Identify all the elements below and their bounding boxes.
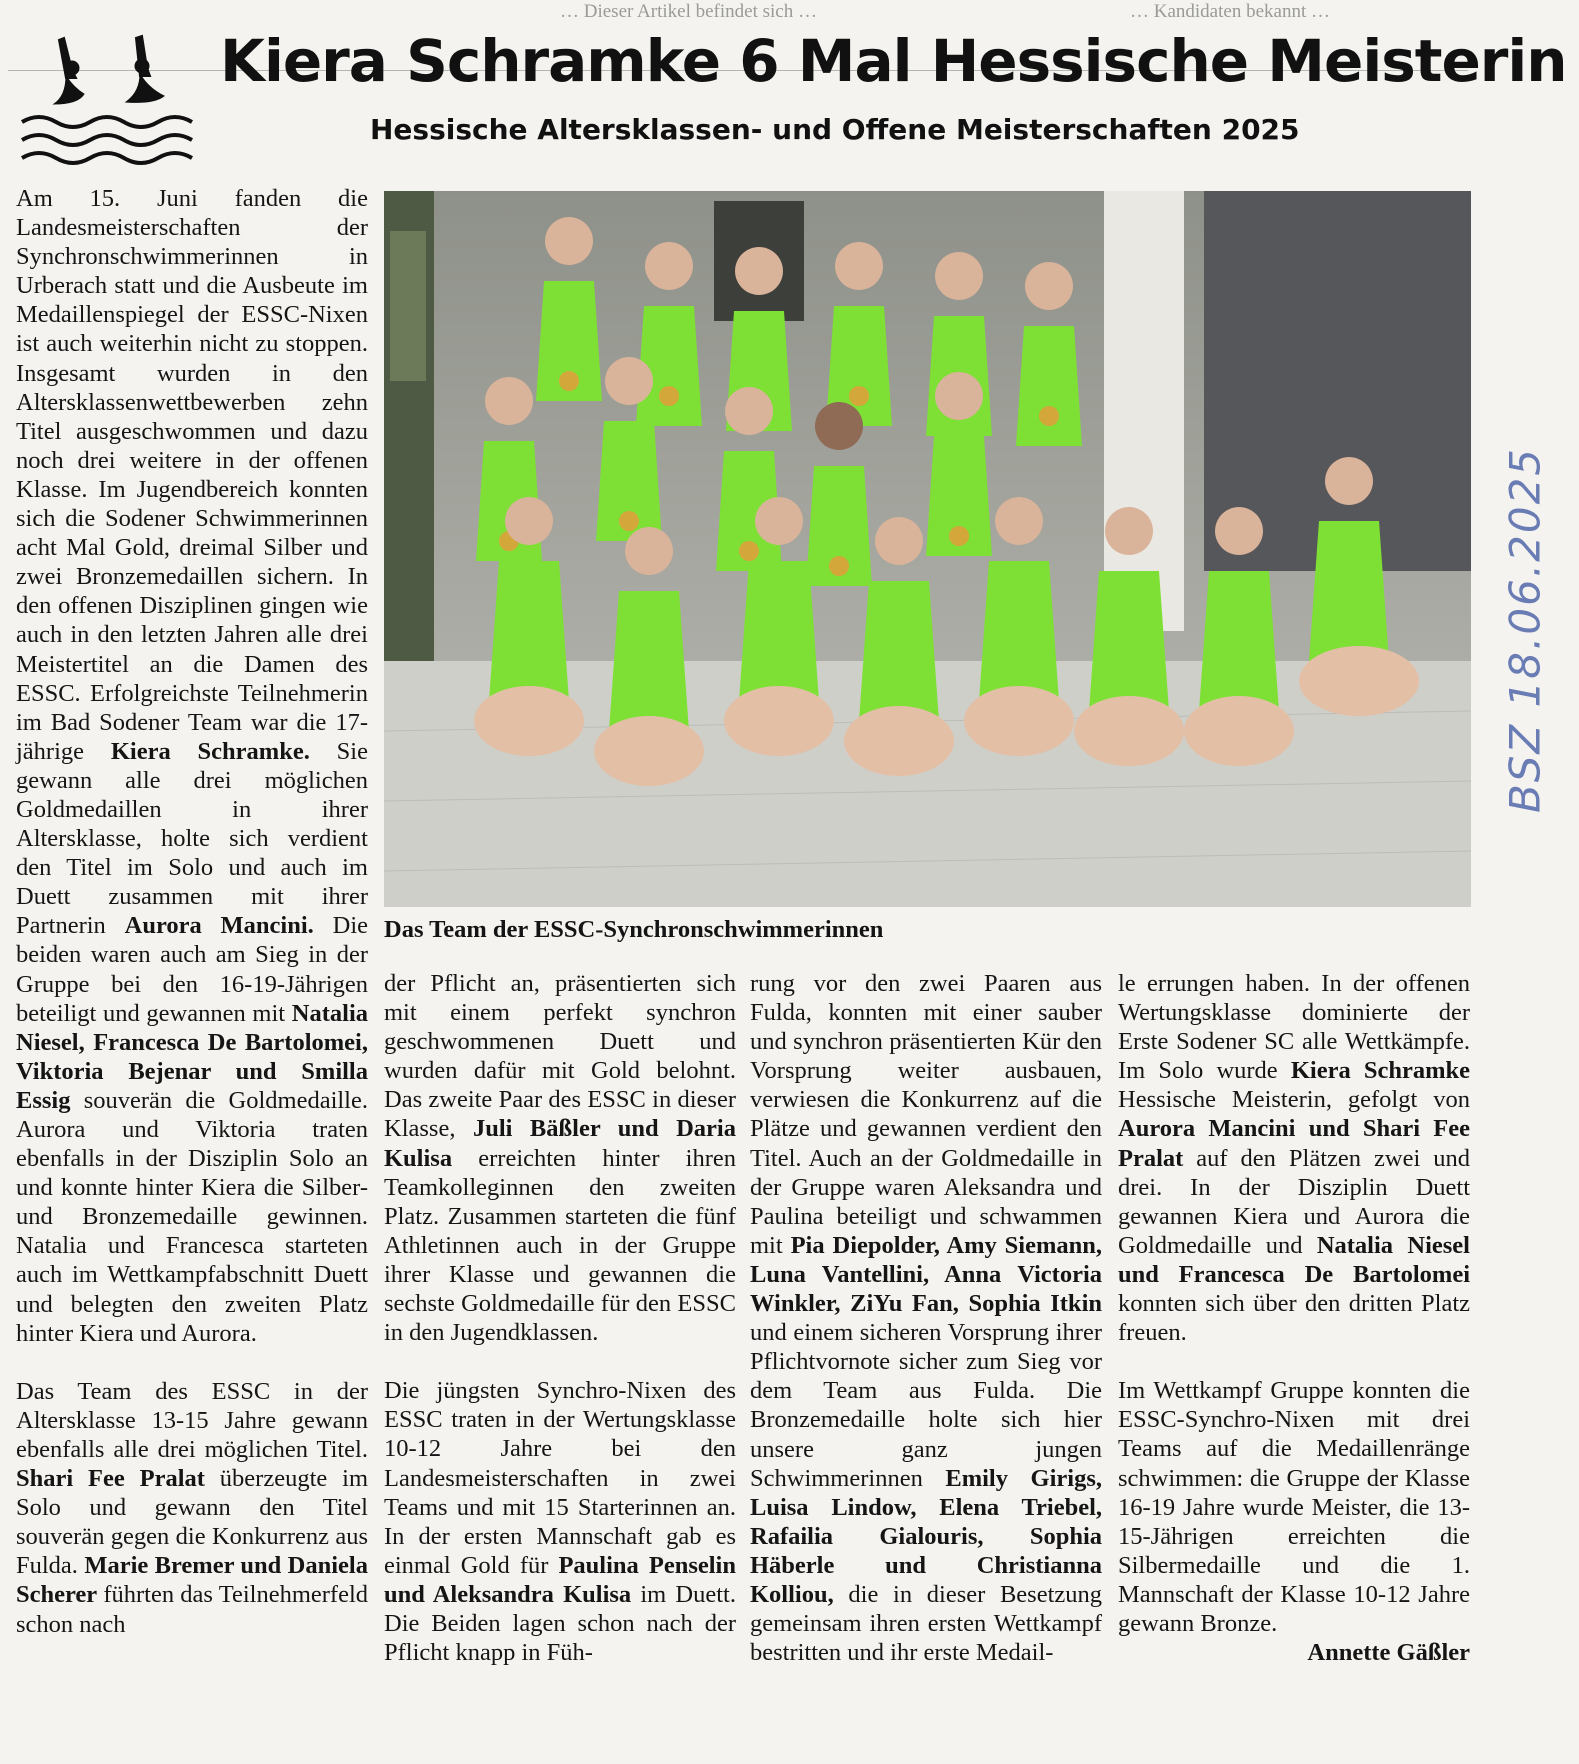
bold-name-run: Pia Diepolder, Amy Siemann, Luna Vantellini, Anna Victoria Winkler, ZiYu Fan, Sophia Itkin (750, 1231, 1103, 1318)
text-run: erreichten hinter ihren Teamkolleginnen den zweiten Platz. Zusammen starteten die fünf Athletinnen auch in der Gruppe ihrer Klasse und gewannen die sechste Goldmedaille für den ESSC in den Jugendklassen. (384, 1144, 736, 1347)
paragraph-gap (384, 1347, 736, 1376)
article-paragraph (1118, 969, 1470, 1347)
paragraph-gap (16, 1348, 368, 1377)
bold-name-run: Natalia Niesel, Francesca De Bartolomei, Viktoria Bejenar und Smilla Essig (16, 999, 368, 1114)
bold-name-run: Aurora Mancini. (124, 912, 314, 940)
text-run: führten das Teilnehmerfeld schon nach (16, 1581, 368, 1638)
text-run: im Duett. Die Beiden lagen schon nach der Pflicht knapp in Füh- (384, 1580, 736, 1667)
team-photo (384, 191, 1471, 907)
text-run: Die jüngsten Synchro-Nixen des ESSC traten in der Wertungsklasse 10-12 Jahre bei den Landesmeisterschaften in zwei Teams und mit 15 Starterinnen an. In der ersten Mannschaft gab es einmal Gold für (384, 1377, 736, 1579)
text-run: auf den Plätzen zwei und drei. In der Disziplin Duett gewannen Kiera und Aurora die Goldmedaille und (1118, 1144, 1470, 1259)
paragraph-gap (1118, 1347, 1470, 1376)
text-run: Das Team des ESSC in der Altersklasse 13-15 Jahre gewann ebenfalls alle drei möglichen Titel. (16, 1377, 368, 1463)
text-run: und einem sicheren Vorsprung ihrer Pflichtvornote sicher zum Sieg vor dem Team aus Fulda. Die Bronzemedaille holte sich hier unsere ganz jungen Schwimmerinnen (750, 1319, 1102, 1492)
synchro-swimmers-logo-icon (14, 30, 214, 170)
text-run: der Pflicht an, präsentierten sich mit einem perfekt synchron geschwommenen Duett und wurden dafür mit Gold belohnt. Das zweite Paar des ESSC in dieser Klasse, (384, 970, 736, 1143)
bold-name-run: Kiera Schramke. (110, 737, 310, 765)
article-subheadline: Hessische Altersklassen- und Offene Meisterschaften 2025 (370, 113, 1300, 146)
bold-name-run: Natalia Niesel und Francesca De Bartolomei (1118, 1231, 1470, 1288)
bold-name-run: Aurora Mancini und Shari Fee Pralat (1118, 1115, 1470, 1172)
bold-name-run: Shari Fee Pralat (16, 1465, 205, 1493)
text-run: le errungen haben. In der offenen Wertungsklasse dominierte der Erste Sodener SC alle Wettkämpfe. Im Solo wurde (1118, 970, 1470, 1085)
article-column-2 (384, 969, 736, 1667)
article-headline: Kiera Schramke 6 Mal Hessische Meisterin (220, 27, 1567, 95)
article-paragraph (16, 1377, 368, 1639)
text-run: Hessische Meisterin, gefolgt von (1118, 1086, 1470, 1114)
article-column-3 (750, 969, 1102, 1667)
article-paragraph (750, 969, 1102, 1667)
article-column-4 (1118, 969, 1470, 1667)
bold-name-run: Marie Bremer und Daniela Scherer (16, 1552, 368, 1609)
text-run: Am 15. Juni fanden die Landesmeisterschaften der Synchronschwimmerinnen in Urberach statt und die Ausbeute im Medaillenspiegel der ESSC-Nixen ist auch weiterhin nicht zu stoppen. Insgesamt wurden in den Altersklassenwettbewerben zehn Titel ausgeschwommen und dazu noch drei weitere in der offenen Klasse. Im Jugendbereich konnten sich die Sodener Schwimmerinnen acht Mal Gold, dreimal Silber und zwei Bronzemedaillen sichern. In den offenen Disziplinen gingen wie auch in den letzten Jahren alle drei Meistertitel an die Damen des ESSC. Erfolgreichste Teilnehmerin im Bad Sodener Team war die 17-jährige (16, 185, 368, 765)
bold-name-run: Juli Bäßler und Daria Kulisa (384, 1115, 736, 1172)
clipped-text: … Kandidaten bekannt … (1130, 1, 1330, 22)
bold-name-run: Emily Girigs, Luisa Lindow, Elena Triebel, Rafailia Gialouris, Sophia Häberle und Christianna Kolliou, (750, 1464, 1102, 1608)
text-run: Im Wettkampf Gruppe konnten die ESSC-Synchro-Nixen mit drei Teams auf die Medaillenränge schwimmen: die Gruppe der Klasse 16-19 Jahre wurde Meister, die 13-15-Jährigen erreichten die Silbermedaille und die 1. Mannschaft der Klasse 10-12 Jahre gewann Bronze. (1118, 1377, 1470, 1637)
photo-caption: Das Team der ESSC-Synchronschwimmerinnen (384, 916, 884, 943)
author-byline: Annette Gäßler (1307, 1639, 1470, 1667)
article-paragraph (384, 1376, 736, 1667)
article-column-1 (16, 184, 368, 1639)
bold-name-run: Paulina Penselin und Aleksandra Kulisa (384, 1551, 736, 1608)
article-paragraph (384, 969, 736, 1347)
text-run: konnten sich über den dritten Platz freuen. (1118, 1290, 1470, 1347)
stamp-text: BSZ 18.06.2025 (1500, 446, 1550, 814)
text-run: überzeugte im Solo und gewann den Titel souverän gegen die Konkurrenz aus Fulda. (16, 1465, 368, 1580)
clipped-neighbor-article (0, 0, 1579, 26)
team-photo-illustration (384, 191, 1471, 907)
handwritten-date-stamp (1480, 420, 1570, 840)
text-run: souverän die Goldmedaille. Aurora und Viktoria traten ebenfalls in der Disziplin Solo an und konnte hinter Kiera die Silber- und Bronzemedaille gewinnen. Natalia und Francesca starteten auch im Wettkampfabschnitt Duett und belegten den zweiten Platz hinter Kiera und Aurora. (16, 1086, 368, 1347)
clipped-text: … Dieser Artikel befindet sich … (560, 1, 817, 22)
text-run: Die beiden waren auch am Sieg in der Gruppe bei den 16-19-Jährigen beteiligt und gewannen mit (16, 912, 368, 1027)
bold-name-run: Kiera Schramke (1290, 1057, 1470, 1085)
text-run: rung vor den zwei Paaren aus Fulda, konnten mit einer sauber und synchron präsentierten Kür den Vorsprung weiter ausbauen, verwiesen die Konkurrenz auf die Plätze und gewannen verdient den Titel. Auch an der Goldmedaille in der Gruppe waren Aleksandra und Paulina beteiligt und schwammen mit (750, 970, 1102, 1259)
article-paragraph (16, 184, 368, 1348)
article-paragraph (1118, 1376, 1470, 1638)
text-run: die in dieser Besetzung gemeinsam ihren ersten Wettkampf bestritten und ihr erste Medail- (750, 1580, 1102, 1667)
text-run: Sie gewann alle drei möglichen Goldmedaillen in ihrer Altersklasse, holte sich verdient den Titel im Solo und auch im Duett zusammen mit ihrer Partnerin (16, 737, 368, 940)
